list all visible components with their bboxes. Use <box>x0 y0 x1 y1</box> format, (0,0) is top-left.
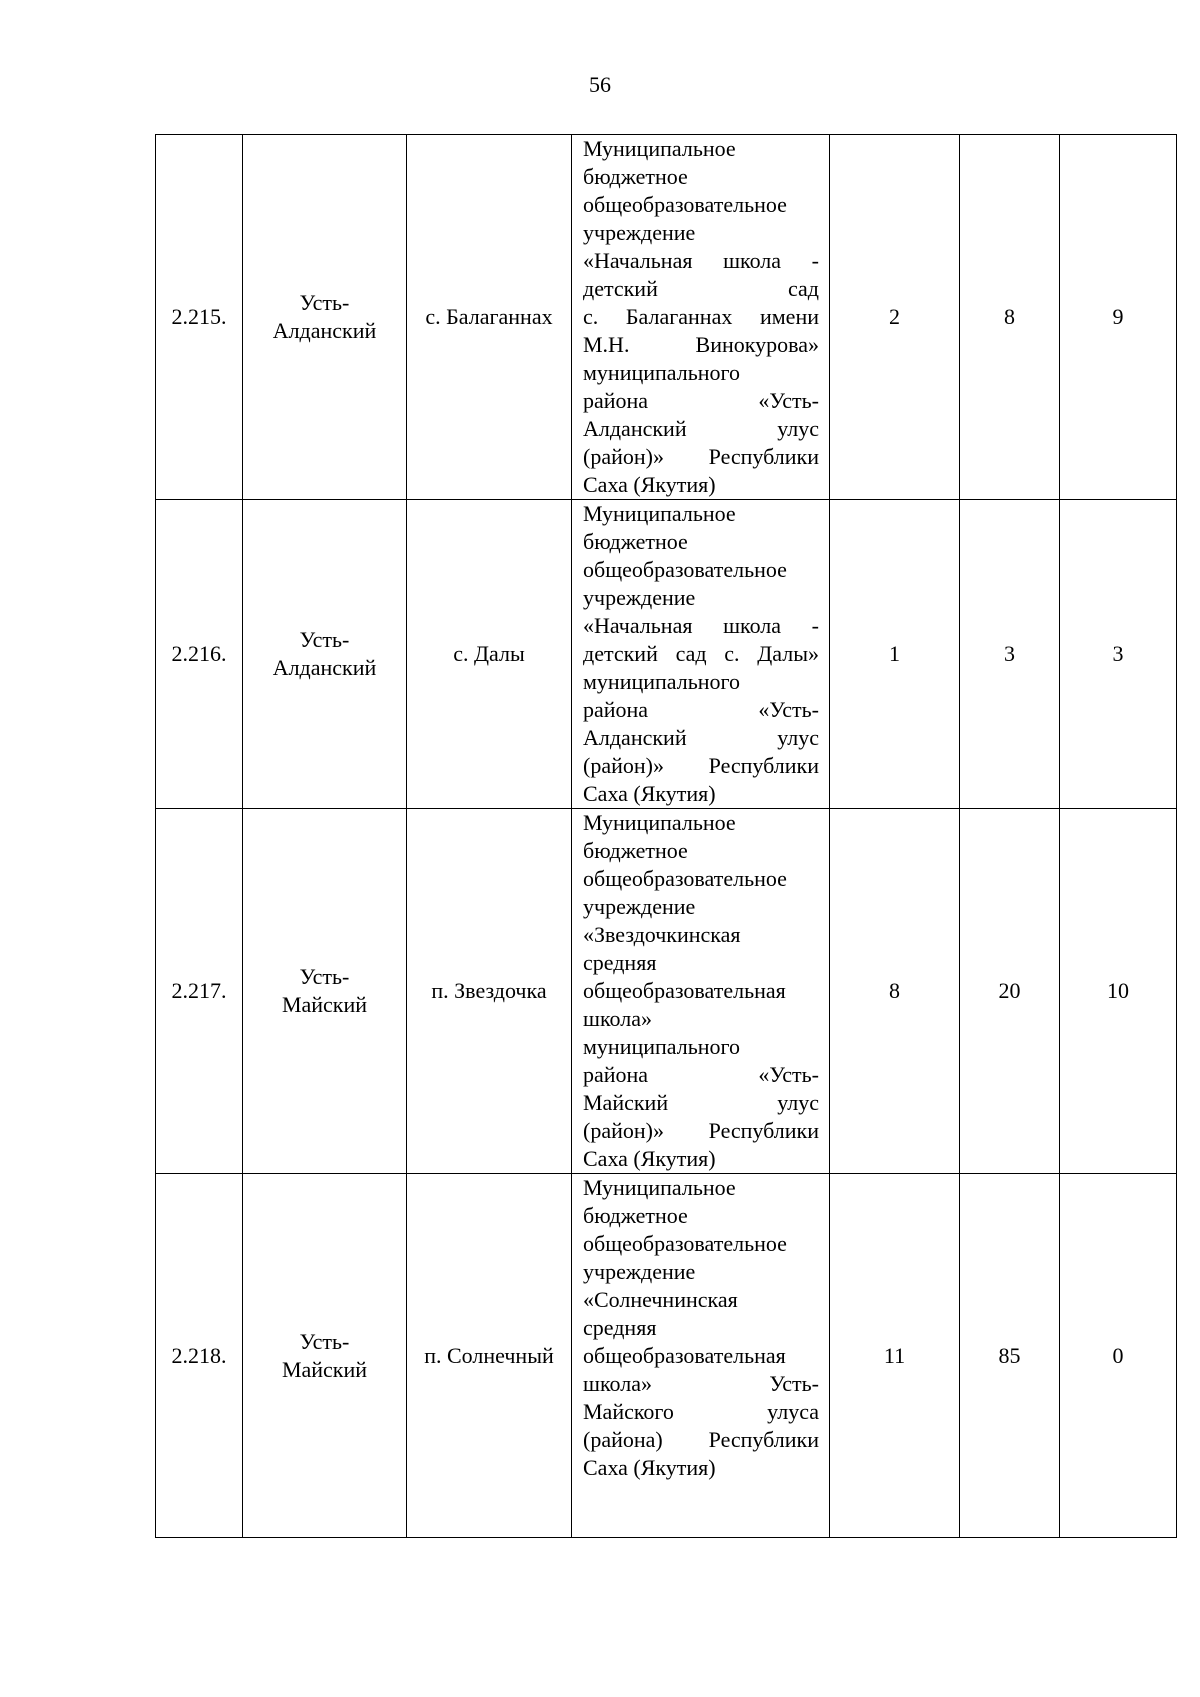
institution-name-line: общеобразовательное <box>583 192 787 217</box>
institution-name-line: района «Усть- <box>583 388 819 413</box>
institution-name-line: учреждение <box>583 220 696 245</box>
row-number-cell: 2.217. <box>156 809 243 1174</box>
value-1-cell: 1 <box>830 500 960 809</box>
value-2-cell: 3 <box>960 500 1060 809</box>
settlement-cell: с. Балаганнах <box>407 135 572 500</box>
value-3-cell: 0 <box>1060 1174 1177 1538</box>
district-cell: Усть- Алданский <box>243 500 407 809</box>
value-3-cell: 3 <box>1060 500 1177 809</box>
institution-name-line: Алданский улус <box>583 416 819 441</box>
institution-name-line: (район)» Республики <box>583 753 819 778</box>
district-cell: Усть- Майский <box>243 1174 407 1538</box>
table-row <box>156 500 1177 809</box>
institution-name-line: муниципального <box>583 1034 741 1059</box>
institution-name-line: общеобразовательная <box>583 1343 786 1368</box>
institution-name-line: средняя <box>583 1315 657 1340</box>
row-number-cell: 2.218. <box>156 1174 243 1538</box>
institution-name-cell <box>572 500 830 809</box>
institution-name-line: Саха (Якутия) <box>583 1455 716 1480</box>
institution-name-line: Саха (Якутия) <box>583 1146 716 1171</box>
institution-name-line: учреждение <box>583 585 696 610</box>
page-number: 56 <box>589 72 611 97</box>
institution-name-line: бюджетное <box>583 529 688 554</box>
institution-name-line: общеобразовательное <box>583 557 787 582</box>
value-1-cell: 2 <box>830 135 960 500</box>
institution-name-line: муниципального <box>583 360 741 385</box>
value-1-cell: 8 <box>830 809 960 1174</box>
institution-name-line: учреждение <box>583 894 696 919</box>
institution-name-line: общеобразовательное <box>583 866 787 891</box>
institution-name-cell <box>572 135 830 500</box>
institution-name-line: Саха (Якутия) <box>583 781 716 806</box>
table-row <box>156 1174 1177 1538</box>
institution-name-line: детский сад с. Далы» <box>583 641 819 666</box>
institution-name-line: Муниципальное <box>583 136 736 161</box>
institutions-table <box>155 134 1177 1538</box>
institution-name-line: бюджетное <box>583 1203 688 1228</box>
institution-name-line: (район)» Республики <box>583 444 819 469</box>
institution-name-line: муниципального <box>583 669 741 694</box>
institution-name-line: с. Балаганнах имени <box>583 304 819 329</box>
district-cell: Усть- Майский <box>243 809 407 1174</box>
institution-name-line: М.Н. Винокурова» <box>583 332 819 357</box>
institution-name-line: школа» <box>583 1006 652 1031</box>
institution-name-line: «Начальная школа - <box>583 613 819 638</box>
institution-name-line: Муниципальное <box>583 1175 736 1200</box>
institution-name-cell <box>572 809 830 1174</box>
institution-name-line: «Начальная школа - <box>583 248 819 273</box>
institution-name-line: района «Усть- <box>583 697 819 722</box>
table-row <box>156 809 1177 1174</box>
row-number-cell: 2.216. <box>156 500 243 809</box>
institution-name-cell <box>572 1174 830 1538</box>
row-number-cell: 2.215. <box>156 135 243 500</box>
value-2-cell: 85 <box>960 1174 1060 1538</box>
institution-name-line: общеобразовательная <box>583 978 786 1003</box>
institution-name-line: «Солнечнинская <box>583 1287 738 1312</box>
value-1-cell: 11 <box>830 1174 960 1538</box>
value-3-cell: 10 <box>1060 809 1177 1174</box>
value-3-cell: 9 <box>1060 135 1177 500</box>
settlement-cell: п. Звездочка <box>407 809 572 1174</box>
institution-name-line: общеобразовательное <box>583 1231 787 1256</box>
institution-name-line: Саха (Якутия) <box>583 472 716 497</box>
institution-name-line: (района) Республики <box>583 1427 819 1452</box>
institution-name-line: (район)» Республики <box>583 1118 819 1143</box>
settlement-cell: п. Солнечный <box>407 1174 572 1538</box>
institution-name-line: Майского улуса <box>583 1399 819 1424</box>
institution-name-line: школа» Усть- <box>583 1371 819 1396</box>
institution-name-line: района «Усть- <box>583 1062 819 1087</box>
institution-name-line: «Звездочкинская <box>583 922 741 947</box>
table-row <box>156 135 1177 500</box>
value-2-cell: 8 <box>960 135 1060 500</box>
institution-name-line: Муниципальное <box>583 810 736 835</box>
institution-name-line: учреждение <box>583 1259 696 1284</box>
institution-name-line: средняя <box>583 950 657 975</box>
value-2-cell: 20 <box>960 809 1060 1174</box>
institution-name-line: бюджетное <box>583 838 688 863</box>
settlement-cell: с. Далы <box>407 500 572 809</box>
institution-name-line: Алданский улус <box>583 725 819 750</box>
institution-name-line: Майский улус <box>583 1090 819 1115</box>
district-cell: Усть- Алданский <box>243 135 407 500</box>
institution-name-line: бюджетное <box>583 164 688 189</box>
institution-name-line: Муниципальное <box>583 501 736 526</box>
institution-name-line: детский сад <box>583 276 819 301</box>
